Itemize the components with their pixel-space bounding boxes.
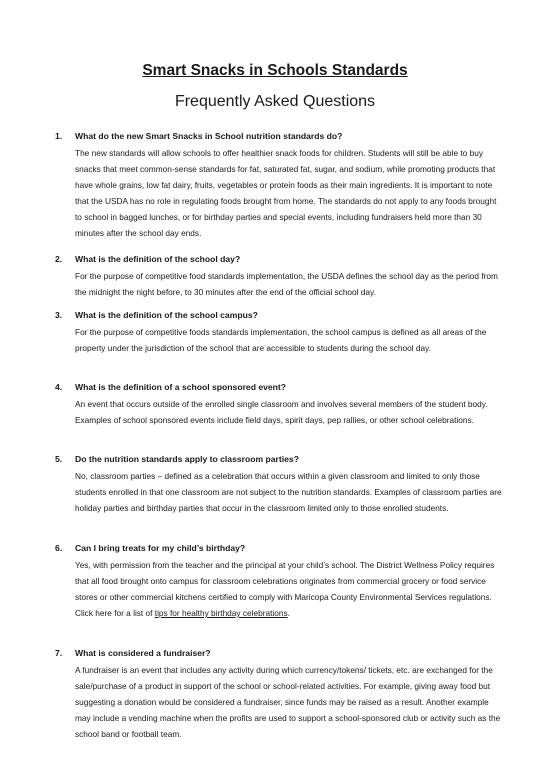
faq-answer	[75, 557, 505, 621]
faq-answer: For the purpose of competitive foods standards implementation, the school campus is defined as all areas of the property under the jurisdiction of the school that are accessible to students during the school day.	[75, 327, 487, 353]
faq-number: 4.	[55, 382, 63, 392]
faq-answer: A fundraiser is an event that includes any activity during which currency/tokens/ tickets, etc. are exchanged for the sale/purchase of a product in support of the school or school-related activities. For example, giving away food but suggesting a donation would be considered a fundraiser, since funds may be raised as a result. Another example may include a vending machine when the profits are used to support a school-sponsored club or activity such as the school band or football team.	[75, 665, 501, 739]
faq-number: 5.	[55, 454, 63, 464]
faq-number: 6.	[55, 543, 63, 553]
faq-answer: An event that occurs outside of the enrolled single classroom and involves several members of the student body. Examples of school sponsored events include field days, spirit days, pep rallies, or other school celebrations.	[75, 399, 488, 425]
healthy-birthday-tips-link[interactable]: tips for healthy birthday celebrations	[154, 608, 288, 618]
faq-question: What do the new Smart Snacks in School nutrition standards do?	[75, 131, 343, 141]
faq-question: What is the definition of the school campus?	[75, 310, 258, 320]
faq-answer-text: Yes, with permission from the teacher and the principal at your child’s school. The District Wellness Policy requires that all food brought onto campus for classroom celebrations originates from commercial grocery or food service stores or other commercial kitchens certified to comply with Maricopa County Environmental Services regulations. Click here for a list of	[75, 560, 495, 618]
faq-question: What is the definition of a school sponsored event?	[75, 382, 287, 392]
faq-answer: The new standards will allow schools to offer healthier snack foods for children. Students will still be able to buy snacks that meet common-sense standards for fat, saturated fat, sugar, and sodium, while promoting products that have whole grains, low fat dairy, fruits, vegetables or protein foods as their main ingredients. It is important to note that the USDA has no role in regulating foods brought from home. The standards do not apply to any foods brought to school in bagged lunches, or for birthday parties and special events, including fundraisers held more than 30 minutes after the school day ends.	[75, 148, 497, 238]
faq-number: 1.	[55, 131, 63, 141]
faq-question: What is considered a fundraiser?	[75, 648, 211, 658]
faq-number: 7.	[55, 648, 63, 658]
faq-answer: For the purpose of competitive food standards implementation, the USDA defines the school day as the period from the midnight the night before, to 30 minutes after the end of the official school day.	[75, 271, 498, 297]
faq-number: 2.	[55, 254, 63, 264]
faq-question: Can I bring treats for my child’s birthday?	[75, 543, 246, 553]
faq-number: 3.	[55, 310, 63, 320]
faq-answer: No, classroom parties – defined as a celebration that occurs within a given classroom and limited to only those students enrolled in that one classroom are not subject to the nutrition standards. Examples of classroom parties are holiday parties and birthday parties that occur in the classroom limited only to those enrolled students.	[75, 471, 502, 513]
faq-question: Do the nutrition standards apply to classroom parties?	[75, 454, 299, 464]
faq-answer-end: .	[287, 608, 290, 618]
page-title: Smart Snacks in Schools Standards	[142, 62, 408, 79]
page-subtitle: Frequently Asked Questions	[174, 93, 376, 110]
faq-question: What is the definition of the school day?	[75, 254, 241, 264]
